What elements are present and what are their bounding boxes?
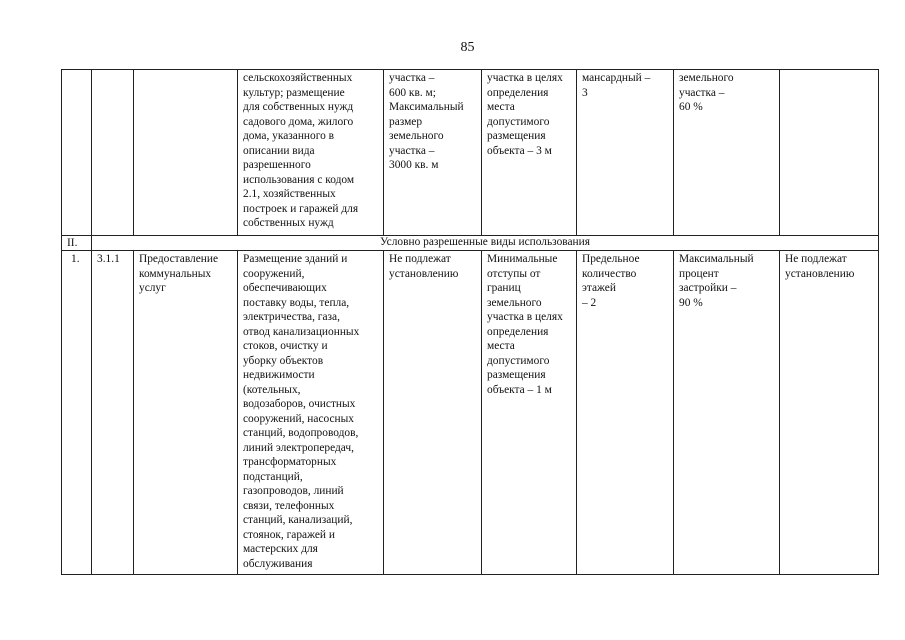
cell-floors: мансардный – 3 [577,70,674,236]
zoning-table [61,69,879,575]
cell-setbacks: Минимальные отступы от границ земельного участка в целях определения места допустимого размещения объекта – 1 м [482,251,577,575]
cell-other: Не подлежат установлению [780,251,879,575]
cell-use-name [134,70,238,236]
cell-setbacks: участка в целях определения места допустимого размещения объекта – 3 м [482,70,577,236]
cell-coverage: Максимальный процент застройки – 90 % [674,251,780,575]
cell-code: 3.1.1 [92,251,134,575]
cell-plot-size: участка – 600 кв. м; Максимальный размер земельного участка – 3000 кв. м [384,70,482,236]
page-number: 85 [460,40,475,55]
cell-plot-size: Не подлежат установлению [384,251,482,575]
cell-other [780,70,879,236]
cell-coverage: земельного участка – 60 % [674,70,780,236]
cell-code [92,70,134,236]
section-row [62,236,879,251]
cell-floors: Предельное количество этажей – 2 [577,251,674,575]
cell-number: 1. [62,251,92,575]
section-title: Условно разрешенные виды использования [92,236,879,251]
cell-use-description: Размещение зданий и сооружений, обеспечивающих поставку воды, тепла, электричества, газа, отвод канализационных стоков, очистку и уборку объектов недвижимости (котельных, водозаборов, очистных сооружений, насосных станций, водопроводов, линий электропередач, трансформаторных подстанций, газопроводов, линий связи, телефонных станций, канализаций, стоянок, гаражей и мастерских для обслуживания [238,251,384,575]
cell-number [62,70,92,236]
section-number: II. [62,236,92,251]
cell-use-description: сельскохозяйственных культур; размещение для собственных нужд садового дома, жилого дома, указанного в описании вида разрешенного использования с кодом 2.1, хозяйственных построек и гаражей для собственных нужд [238,70,384,236]
table-row [62,70,879,236]
table-row [62,251,879,575]
cell-use-name: Предоставление коммунальных услуг [134,251,238,575]
